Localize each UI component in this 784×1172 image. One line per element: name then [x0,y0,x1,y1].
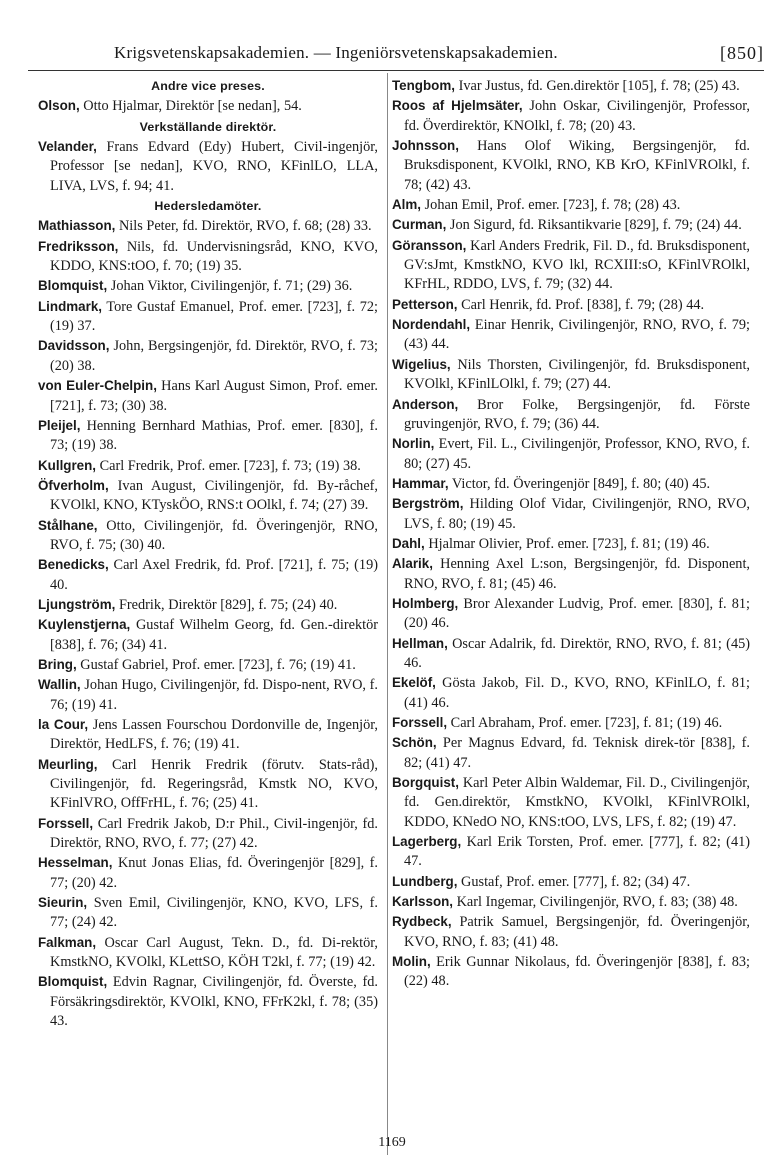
member-details: Gustaf Wilhelm Georg, fd. Gen.-direktör [838], f. 76; (34) 41. [50,617,379,653]
member-entry [38,237,378,277]
member-details: Nils Peter, fd. Direktör, RVO, f. 68; (28) 33. [118,218,372,235]
member-details: Hjalmar Olivier, Prof. emer. [723], f. 81; (19) 46. [428,535,710,552]
member-details: Carl Fredrik, Prof. emer. [723], f. 73; (19) 38. [99,457,361,474]
member-details: Hilding Olof Vidar, Civilingenjör, RNO, RVO, LVS, f. 80; (19) 45. [404,496,750,532]
member-name: Wigelius, [392,356,451,372]
member-entry [392,96,750,136]
member-name: Anderson, [392,396,459,412]
member-entry [38,216,378,236]
member-name: Alarik, [392,556,433,572]
member-details: Carl Henrik Fredrik (förutv. Stats-råd), Civilingenjör, fd. Regeringsråd, Kmstk NO, KVO, KFinlVRO, OffFrHL, f. 76; (25) 41. [50,756,378,812]
member-name: Hammar, [392,475,449,491]
member-name: Bergström, [392,496,464,512]
member-entry [38,456,378,476]
running-header [28,38,764,68]
member-name: Göransson, [392,237,467,253]
member-name: Fredriksson, [38,238,119,254]
member-entry [392,434,750,474]
member-name: Öfverholm, [38,477,109,493]
member-details: Carl Axel Fredrik, fd. Prof. [721], f. 75; (19) 40. [50,557,378,593]
member-name: Norlin, [392,436,435,452]
member-details: Patrik Samuel, Bergsingenjör, fd. Överingenjör, KVO, RNO, f. 83; (41) 48. [404,914,751,950]
member-entry [392,832,750,872]
member-entry [392,474,750,494]
member-name: Ekelöf, [392,675,436,691]
member-entry [392,892,750,912]
member-details: Fredrik, Direktör [829], f. 75; (24) 40. [118,596,338,613]
member-entry [38,137,378,196]
member-name: Blomquist, [38,974,108,990]
member-entry [392,136,750,195]
member-details: Gustaf Gabriel, Prof. emer. [723], f. 76; (19) 41. [80,656,356,673]
member-name: Lundberg, [392,873,458,889]
member-details: Sven Emil, Civilingenjör, KNO, KVO, LFS, f. 77; (24) 42. [50,895,378,931]
member-entry [38,853,378,893]
member-details: Karl Anders Fredrik, Fil. D., fd. Bruksdisponent, GV:sJmt, KmstkNO, KVO lkl, RCXIII:sO, KFinlVROlkl, KFrHL, RDDO, LVS, f. 79; (32) 44. [404,237,750,293]
left-column [38,76,378,1032]
member-name: Kullgren, [38,457,97,473]
member-details: Henning Bernhard Mathias, Prof. emer. [830], f. 73; (19) 38. [50,417,378,454]
member-name: Rydbeck, [392,914,452,930]
member-entry [38,476,378,516]
member-entry [38,336,378,376]
member-entry [38,715,378,755]
member-details: Per Magnus Edvard, fd. Teknisk direk-tör [838], f. 82; (41) 47. [404,735,751,771]
member-entry [38,893,378,933]
folio-number: 1169 [378,1135,406,1150]
member-entry [392,195,750,215]
member-details: Jens Lassen Fourschou Dordonville de, Ingenjör, Direktör, HedLFS, f. 76; (19) 41. [50,717,379,753]
member-details: Victor, fd. Överingenjör [849], f. 80; (40) 45. [451,475,711,492]
member-entry [392,952,750,992]
member-name: Mathiasson, [38,218,116,234]
member-entry [392,494,750,534]
member-entry [38,595,378,615]
member-name: Hesselman, [38,855,113,871]
member-details: Hans Olof Wiking, Bergsingenjör, fd. Bruksdisponent, KVOlkl, RNO, KB KrO, KFinlVROlkl, f. 78; (42) 43. [404,138,750,193]
member-name: Pleijel, [38,417,81,433]
member-entry [38,755,378,814]
member-details: Ivan August, Civilingenjör, fd. By-råchef, KVOlkl, KNO, KTyskÖO, RNS:t OOlkl, f. 74; (27) 39. [50,477,378,514]
member-entry [38,376,378,416]
member-details: Evert, Fil. L., Civilingenjör, Professor, KNO, RVO, f. 80; (27) 45. [404,436,750,472]
member-details: John, Bergsingenjör, fd. Direktör, RVO, f. 73; (20) 38. [50,338,378,374]
member-entry [38,933,378,973]
member-name: Curman, [392,217,447,233]
member-name: Dahl, [392,535,425,551]
member-details: Einar Henrik, Civilingenjör, RNO, RVO, f. 79; (43) 44. [404,317,751,353]
member-name: Molin, [392,954,431,970]
member-details: Johan Viktor, Civilingenjör, f. 71; (29) 36. [110,278,353,295]
member-details: Karl Ingemar, Civilingenjör, RVO, f. 83; (38) 48. [456,894,738,911]
member-details: Carl Henrik, fd. Prof. [838], f. 79; (28) 44. [461,296,705,313]
member-details: Erik Gunnar Nikolaus, fd. Överingenjör [838], f. 83; (22) 48. [404,954,750,990]
member-name: Karlsson, [392,894,454,910]
member-details: Nils Thorsten, Civilingenjör, fd. Bruksdisponent, KVOlkl, KFinlLOlkl, f. 79; (27) 44. [404,356,751,393]
member-name: Bring, [38,656,77,672]
member-name: Lagerberg, [392,834,462,850]
member-name: Alm, [392,197,422,213]
member-details: Bror Folke, Bergsingenjör, fd. Förste gruvingenjör, RVO, f. 79; (36) 44. [404,396,750,432]
member-details: Gösta Jakob, Fil. D., KVO, RNO, KFinlLO, f. 81; (41) 46. [404,675,750,711]
member-details: Frans Edvard (Edy) Hubert, Civil-ingenjör, Professor [se nedan], KVO, RNO, KFinlLO, LLA, LIVA, LVS, f. 94; 41. [50,139,379,194]
member-name: Davidsson, [38,338,110,354]
member-details: Otto, Civilingenjör, fd. Överingenjör, RNO, RVO, f. 75; (30) 40. [50,517,378,553]
member-entry [392,236,750,295]
member-name: Holmberg, [392,595,459,611]
member-name: Schön, [392,735,437,751]
member-name: Forssell, [392,715,448,730]
member-name: Sieurin, [38,895,88,911]
member-details: Karl Erik Torsten, Prof. emer. [777], f. 82; (41) 47. [404,834,751,870]
member-details: Gustaf, Prof. emer. [777], f. 82; (34) 47. [461,873,691,890]
member-name: Petterson, [392,296,458,312]
member-name: von Euler-Chelpin, [38,378,157,394]
member-details: Bror Alexander Ludvig, Prof. emer. [830], f. 81; (20) 46. [404,595,750,632]
member-details: Carl Abraham, Prof. emer. [723], f. 81; (19) 46. [450,715,723,731]
member-name: Johnsson, [392,138,459,154]
member-details: Ivar Justus, fd. Gen.direktör [105], f. 78; (25) 43. [458,78,740,94]
member-entry [38,615,378,655]
member-entry [392,315,750,355]
member-entry [392,673,750,713]
member-details: Hans Karl August Simon, Prof. emer. [721], f. 73; (30) 38. [50,378,378,414]
member-entry [38,655,378,675]
member-details: Oscar Carl August, Tekn. D., fd. Di-rektör, KmstkNO, KVOlkl, KLettSO, KÖH T2kl, f. 77; (19) 42. [50,934,378,971]
member-entry [392,594,750,634]
member-entry [38,516,378,556]
member-name: Meurling, [38,756,98,772]
member-name: Hellman, [392,635,448,651]
member-details: Johan Hugo, Civilingenjör, fd. Dispo-nent, RVO, f. 76; (19) 41. [50,677,379,713]
member-entry [392,554,750,594]
member-details: Henning Axel L:son, Bergsingenjör, fd. Disponent, RNO, RVO, f. 81; (45) 46. [404,556,750,592]
member-entry [392,215,750,235]
member-entry [392,395,750,435]
member-entry [38,814,378,854]
member-entry [38,96,378,116]
member-details: Otto Hjalmar, Direktör [se nedan], 54. [83,98,302,115]
member-details: Knut Jonas Elias, fd. Överingenjör [829], f. 77; (20) 42. [50,855,378,891]
member-details: Tore Gustaf Emanuel, Prof. emer. [723], f. 72; (19) 37. [50,298,378,335]
member-entry [392,733,750,773]
member-name: Wallin, [38,677,81,693]
section-heading: Andre vice preses. [151,79,265,93]
member-entry [392,912,750,952]
member-entry [392,634,750,674]
member-name: Kuylenstjerna, [38,617,131,633]
member-entry [392,355,750,395]
member-name: Velander, [38,139,97,155]
member-entry [38,276,378,296]
column-divider [387,73,388,1155]
member-name: la Cour, [38,717,89,732]
right-column [392,76,750,992]
member-details: John Oskar, Civilingenjör, Professor, fd. Överdirektör, KNOlkl, f. 78; (20) 43. [404,98,750,134]
member-details: Oscar Adalrik, fd. Direktör, RNO, RVO, f. 81; (45) 46. [404,635,750,671]
bracketed-page-number: [850] [720,43,764,63]
member-details: Jon Sigurd, fd. Riksantikvarie [829], f. 79; (24) 44. [449,217,742,234]
member-entry [38,416,378,456]
member-entry [392,773,750,832]
member-name: Benedicks, [38,557,109,573]
member-details: Johan Emil, Prof. emer. [723], f. 78; (28) 43. [424,197,681,214]
member-entry [38,297,378,337]
header-rule [28,70,764,71]
member-name: Roos af Hjelmsäter, [392,98,523,114]
member-name: Nordendahl, [392,317,471,333]
member-name: Blomquist, [38,278,108,294]
member-entry [392,76,750,96]
member-entry [38,972,378,1031]
member-name: Tengbom, [392,78,455,93]
member-entry [392,534,750,554]
member-name: Olson, [38,98,80,114]
member-name: Forssell, [38,815,94,831]
member-entry [392,713,750,733]
member-details: Nils, fd. Undervisningsråd, KNO, KVO, KDDO, KNS:tOO, f. 70; (19) 35. [50,238,378,275]
member-entry [38,555,378,595]
member-details: Carl Fredrik Jakob, D:r Phil., Civil-ingenjör, fd. Direktör, RNO, RVO, f. 77; (27) 42. [50,815,378,852]
member-entry [392,872,750,892]
section-heading: Verkställande direktör. [139,119,277,134]
section-heading: Hedersledamöter. [154,199,262,214]
member-entry [392,295,750,315]
member-name: Borgquist, [392,775,459,791]
running-header-title: Krigsvetenskapsakademien. — Ingeniörsvetenskapsakademien. [114,43,558,62]
member-name: Stålhane, [38,517,98,533]
member-details: Edvin Ragnar, Civilingenjör, fd. Överste, fd. Försäkringsdirektör, KVOlkl, KNO, FFrK2kl, f. 78; (35) 43. [50,974,378,1030]
member-entry [38,675,378,715]
member-name: Ljungström, [38,596,116,612]
member-details: Karl Peter Albin Waldemar, Fil. D., Civilingenjör, fd. Gen.direktör, KmstkNO, KVOlkl, KFinlVROlkl, KDDO, KNedO NO, KNS:tOO, LVS, LFS, f. 82; (19) 47. [404,775,751,830]
member-name: Falkman, [38,934,97,950]
member-name: Lindmark, [38,298,102,314]
